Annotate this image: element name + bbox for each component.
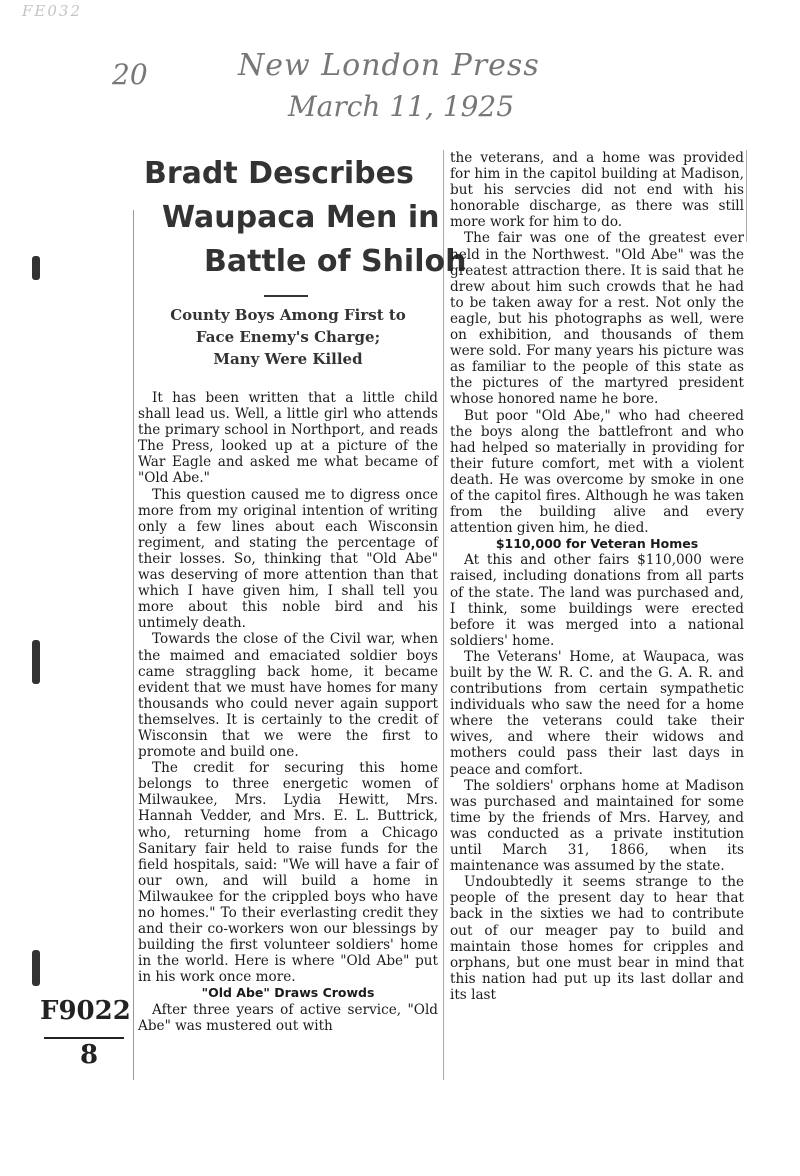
file-sub-number: 8 [80,1040,99,1070]
paragraph: The fair was one of the greatest ever held in the Northwest. "Old Abe" was the greatest attraction there. It is said that he drew about him such crowds that he had to be taken away for a rest. Not only the eagle, but his photographs as well, were on exhibition, and thousands of them were sold. For many years his picture was as familiar to the people of this state as the pictures of the martyred president whose honored name he bore. [450,230,744,408]
paragraph: It has been written that a little child shall lead us. Well, a little girl who attends the primary school in Northport, and reads The Press, looked up at a picture of the War Eagle and asked me what became of "Old Abe." [138,390,438,487]
paragraph: This question caused me to digress once more from my original intention of writing only a few lines about each Wisconsin regiment, and stating the percentage of their losses. So, thinking that "Old Abe" was deserving of more attention than that which I have given him, I shall tell you more about this noble bird and his untimely death. [138,486,438,632]
punch-hole-mark [32,640,40,684]
handwritten-page-number: 20 [112,58,148,91]
subheadline-line: Many Were Killed [213,350,363,368]
archive-stamp: FE032 [22,2,82,20]
paragraph: The credit for securing this home belongs to three energetic women of Milwaukee, Mrs. Lydia Hewitt, Mrs. Hannah Vedder, and Mrs. E. L. Buttrick, who, returning home from a Chicago Sanitary fair held to raise funds for the field hospitals, said: "We will have a fair of our own, and will build a home in Milwaukee for the crippled boys who have no homes." To their everlasting credit they and their co-workers won our blessings by building the first volunteer soldiers' home in the world. Here is where "Old Abe" put in his work once more. [138,760,438,986]
paragraph: At this and other fairs $110,000 were raised, including donations from all parts of the state. The land was purchased and, I think, some buildings were erected before it was merged into a national soldiers' home. [450,552,744,649]
section-subhead: "Old Abe" Draws Crowds [201,985,375,1001]
punch-hole-mark [32,950,40,986]
article-subheadline [138,304,438,370]
paragraph: After three years of active service, "Old Abe" was mustered out with [138,1001,438,1034]
column-rule [443,150,444,1080]
right-column [450,150,744,1003]
punch-hole-mark [32,256,40,280]
paragraph: But poor "Old Abe," who had cheered the boys along the battlefront and who had helped so materially in providing for their future comfort, met with a violent death. He was overcome by smoke in one of the capitol fires. Although he was taken from the building alive and every attention given him, he died. [450,407,744,537]
subheadline-line: County Boys Among First to [170,306,406,324]
headline-line: Waupaca Men in [162,200,440,235]
headline-line: Bradt Describes [144,156,414,191]
subheadline-line: Face Enemy's Charge; [195,328,381,346]
column-rule [133,210,134,1080]
section-subhead: $110,000 for Veteran Homes [495,536,699,552]
paragraph-continued: the veterans, and a home was provided for him in the capitol building at Madison, but his servcies did not end with his honorable discharge, as there was still more work for him to do. [450,150,744,231]
paragraph: The Veterans' Home, at Waupaca, was built by the W. R. C. and the G. A. R. and contributions from certain sympathetic individuals who saw the need for a home where the veterans could take their wives, and where their widows and mothers could pass their last days in peace and comfort. [450,648,744,778]
paragraph: Undoubtedly it seems strange to the people of the present day to hear that back in the sixties we had to contribute out of our meager pay to build and maintain those homes for cripples and orphans, but one must bear in mind that this nation had put up its last dollar and its last [450,874,744,1003]
paragraph: The soldiers' orphans home at Madison was purchased and maintained for some time by the friends of Mrs. Harvey, and was conducted as a private institution until March 31, 1866, when its maintenance was assumed by the state. [450,777,744,875]
article-headline [138,152,467,284]
file-number-divider [44,1037,124,1039]
handwritten-publication: New London Press [238,48,540,83]
handwritten-date: March 11, 1925 [288,90,515,123]
headline-rule [264,295,308,297]
paragraph: Towards the close of the Civil war, when the maimed and emaciated soldier boys came straggling back home, it became evident that we must have homes for many thousands who could never again support themselves. It is certainly to the credit of Wisconsin that we were the first to promote and build one. [138,631,438,761]
headline-line: Battle of Shiloh [204,244,467,279]
file-number: F9022 [40,996,131,1026]
left-column [138,390,438,1034]
column-rule [746,150,747,242]
